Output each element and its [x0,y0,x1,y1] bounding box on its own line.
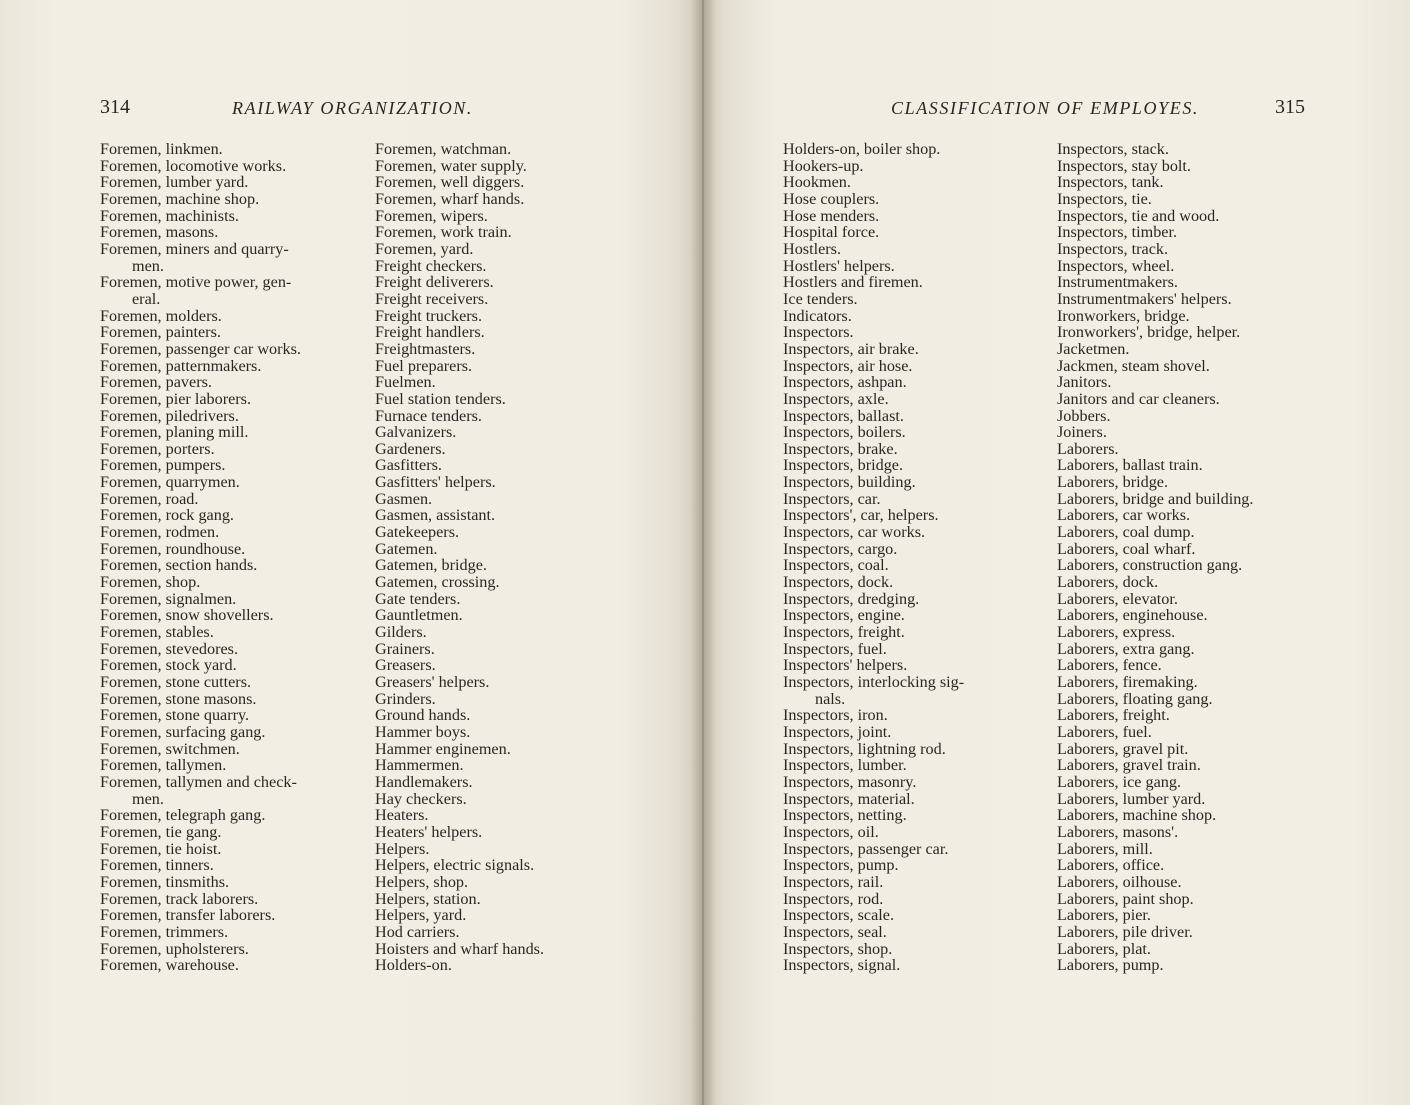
list-item: Laborers, masons'. [1057,822,1179,841]
list-item: Indicators. [783,306,852,325]
list-item: Inspectors, netting. [783,806,907,825]
entry-column-4 [1057,141,1317,974]
list-item: Inspectors, air brake. [783,339,919,358]
list-item: Inspectors' helpers. [783,656,908,675]
list-item: Inspectors, building. [783,473,916,492]
list-item: Galvanizers. [375,423,457,442]
list-item: Laborers, elevator. [1057,589,1178,608]
list-item: Foremen, road. [100,489,199,508]
list-item: Laborers, fuel. [1057,722,1152,741]
list-item: Foremen, stone cutters. [100,673,252,691]
list-item: Laborers, freight. [1057,706,1170,725]
list-item: Foremen, painters. [100,323,221,342]
list-item: Inspectors, freight. [783,623,905,642]
list-item: Inspectors, signal. [783,956,901,975]
list-item: Foremen, switchmen. [100,739,240,758]
list-item: Holders-on, boiler shop. [783,140,941,158]
list-item: Gatemen, crossing. [375,573,500,592]
list-item: Foremen, snow shovellers. [100,606,274,625]
list-item: Laborers, gravel train. [1057,756,1201,775]
list-item: Foremen, miners and quarry- [100,239,289,258]
list-item: Inspectors, tie and wood. [1057,206,1220,225]
list-item: Gasmen. [375,489,433,508]
list-item: Helpers, electric signals. [375,856,535,875]
list-item: Jackmen, steam shovel. [1057,356,1210,375]
list-item: Inspectors, car works. [783,523,926,542]
list-item: eral. [132,289,161,308]
list-item: Joiners. [1057,423,1107,442]
list-item: Fuel preparers. [375,356,473,375]
list-item: Helpers. [375,839,430,858]
list-item: Foremen, signalmen. [100,589,237,608]
list-item: Laborers, coal dump. [1057,523,1195,542]
list-item: Laborers, pier. [1057,906,1151,925]
left-page [0,0,703,1105]
list-item: Foremen, watchman. [375,140,512,158]
list-item: Inspectors, lumber. [783,756,907,775]
list-item: Inspectors, boilers. [783,423,906,442]
list-item: Laborers, floating gang. [1057,689,1213,708]
list-item: Gatemen, bridge. [375,556,487,575]
list-item: Ground hands. [375,706,471,725]
list-item: Inspectors, rod. [783,889,884,908]
list-item: Freight handlers. [375,323,485,342]
list-item: Furnace tenders. [375,406,482,425]
list-item: Foremen, planing mill. [100,423,249,442]
list-item: Foremen, upholsterers. [100,939,249,958]
list-item: Fuel station tenders. [375,389,506,408]
list-item: Foremen, masons. [100,223,219,242]
list-item: Foremen, telegraph gang. [100,806,266,825]
list-item: Inspectors, pump. [783,856,899,875]
list-item: Laborers, coal wharf. [1057,539,1196,558]
list-item: Laborers, paint shop. [1057,889,1194,908]
list-item: Foremen, pumpers. [100,456,226,475]
list-item: Laborers, enginehouse. [1057,606,1208,625]
list-item: Helpers, station. [375,889,481,908]
list-item: Gatemen. [375,539,438,558]
list-item: Inspectors, air hose. [783,356,913,375]
list-item: Hose menders. [783,206,880,225]
list-item: Hospital force. [783,223,880,242]
list-item: Ironworkers', bridge, helper. [1057,323,1241,342]
list-item: Hoisters and wharf hands. [375,939,545,958]
list-item: Inspectors, ballast. [783,406,904,425]
list-item: Inspectors, oil. [783,822,879,841]
list-item: Foremen, lumber yard. [100,173,249,192]
list-item: Foremen, wipers. [375,206,488,225]
list-item: Foremen, trimmers. [100,922,229,941]
list-item: Freight deliverers. [375,273,494,292]
list-item: Inspectors, stay bolt. [1057,156,1191,175]
list-item: Inspectors', car, helpers. [783,506,939,525]
list-item: Hostlers' helpers. [783,256,895,275]
entry-column-1 [100,141,360,974]
list-item: Gatekeepers. [375,523,460,542]
list-item: Inspectors, tank. [1057,173,1164,192]
list-item: Heaters' helpers. [375,822,483,841]
list-item: men. [132,789,164,808]
list-item: Hammermen. [375,756,464,775]
list-item: Hookmen. [783,173,851,192]
list-item: Inspectors, brake. [783,439,898,458]
list-item: Inspectors, lightning rod. [783,739,946,758]
list-item: Laborers, firemaking. [1057,673,1198,691]
list-item: Hostlers. [783,239,841,258]
list-item: Inspectors, passenger car. [783,839,949,858]
book-gutter [690,0,716,1105]
list-item: Laborers, fence. [1057,656,1162,675]
list-item: Jobbers. [1057,406,1111,425]
list-item: Instrumentmakers. [1057,273,1178,292]
list-item: Laborers, pile driver. [1057,922,1193,941]
list-item: Foremen, work train. [375,223,512,242]
list-item: Foremen, patternmakers. [100,356,262,375]
list-item: Foremen, porters. [100,439,215,458]
list-item: Foremen, passenger car works. [100,339,301,358]
list-item: Foremen, wharf hands. [375,189,525,208]
list-item: Foremen, stock yard. [100,656,237,675]
list-item: Inspectors, stack. [1057,140,1169,158]
page-number-right: 315 [1275,96,1305,118]
list-item: Foremen, pavers. [100,373,212,392]
list-item: Foremen, water supply. [375,156,527,175]
list-item: Laborers, dock. [1057,573,1159,592]
list-item: Foremen, surfacing gang. [100,722,266,741]
list-item: Inspectors, fuel. [783,639,887,658]
list-item: Laborers, construction gang. [1057,556,1243,575]
list-item: Foremen, warehouse. [100,956,239,975]
page-number-left: 314 [100,96,130,118]
list-item: Inspectors. [783,323,854,342]
list-item: Helpers, yard. [375,906,467,925]
list-item: Inspectors, bridge. [783,456,904,475]
list-item: Janitors and car cleaners. [1057,389,1220,408]
list-item: Foremen, molders. [100,306,222,325]
list-item: Freight receivers. [375,289,489,308]
list-item: Ice tenders. [783,289,858,308]
list-item: Laborers, plat. [1057,939,1151,958]
list-item: Foremen, tallymen and check- [100,772,297,791]
list-item: Gasfitters. [375,456,442,475]
entry-column-3 [783,141,1038,974]
list-item: Greasers' helpers. [375,673,490,691]
list-item: Grainers. [375,639,435,658]
list-item: Inspectors, material. [783,789,915,808]
list-item: Inspectors, cargo. [783,539,898,558]
list-item: Inspectors, car. [783,489,881,508]
list-item: Laborers, pump. [1057,956,1164,975]
list-item: Inspectors, dredging. [783,589,920,608]
list-item: Gasfitters' helpers. [375,473,496,492]
list-item: Foremen, transfer laborers. [100,906,276,925]
list-item: Gilders. [375,623,427,642]
list-item: Inspectors, timber. [1057,223,1178,242]
list-item: Freightmasters. [375,339,476,358]
list-item: Inspectors, tie. [1057,189,1152,208]
list-item: Foremen, quarrymen. [100,473,240,492]
running-head-right: CLASSIFICATION OF EMPLOYES. [891,98,1200,118]
list-item: Hammer enginemen. [375,739,511,758]
list-item: Inspectors, shop. [783,939,893,958]
list-item: Holders-on. [375,956,452,975]
list-item: Freight checkers. [375,256,487,275]
list-item: Laborers, ballast train. [1057,456,1203,475]
list-item: Laborers, bridge. [1057,473,1169,492]
list-item: Inspectors, masonry. [783,772,917,791]
list-item: Inspectors, scale. [783,906,895,925]
list-item: Foremen, stone masons. [100,689,257,708]
list-item: Laborers, gravel pit. [1057,739,1189,758]
list-item: Heaters. [375,806,429,825]
list-item: Foremen, roundhouse. [100,539,246,558]
list-item: Inspectors, ashpan. [783,373,907,392]
list-item: Foremen, tie hoist. [100,839,222,858]
list-item: Hammer boys. [375,722,471,741]
list-item: Foremen, motive power, gen- [100,273,292,292]
list-item: Inspectors, rail. [783,872,884,891]
list-item: Jacketmen. [1057,339,1130,358]
list-item: Inspectors, dock. [783,573,894,592]
list-item: Laborers, mill. [1057,839,1153,858]
list-item: Inspectors, axle. [783,389,889,408]
list-item: Handlemakers. [375,772,473,791]
list-item: Gauntletmen. [375,606,463,625]
list-item: Hostlers and firemen. [783,273,923,292]
list-item: Gardeners. [375,439,446,458]
list-item: Laborers. [1057,439,1119,458]
list-item: Janitors. [1057,373,1112,392]
list-item: Foremen, piledrivers. [100,406,239,425]
list-item: Foremen, locomotive works. [100,156,287,175]
list-item: Laborers, machine shop. [1057,806,1217,825]
list-item: Inspectors, wheel. [1057,256,1175,275]
list-item: Freight truckers. [375,306,482,325]
list-item: Hose couplers. [783,189,880,208]
list-item: Foremen, tinners. [100,856,214,875]
list-item: Laborers, bridge and building. [1057,489,1254,508]
list-item: Foremen, stables. [100,623,214,642]
list-item: Foremen, tallymen. [100,756,227,775]
list-item: nals. [815,689,846,708]
list-item: Inspectors, track. [1057,239,1169,258]
list-item: Foremen, machine shop. [100,189,260,208]
list-item: Inspectors, engine. [783,606,905,625]
list-item: Laborers, lumber yard. [1057,789,1206,808]
list-item: Laborers, express. [1057,623,1176,642]
list-item: Foremen, shop. [100,573,201,592]
list-item: Instrumentmakers' helpers. [1057,289,1232,308]
list-item: Helpers, shop. [375,872,469,891]
list-item: Foremen, yard. [375,239,474,258]
list-item: Inspectors, coal. [783,556,889,575]
entry-column-2 [375,141,625,974]
list-item: Inspectors, joint. [783,722,892,741]
list-item: Grinders. [375,689,436,708]
list-item: Hay checkers. [375,789,467,808]
list-item: Greasers. [375,656,436,675]
list-item: Fuelmen. [375,373,436,392]
list-item: Foremen, tie gang. [100,822,222,841]
list-item: Inspectors, seal. [783,922,887,941]
list-item: Foremen, stone quarry. [100,706,250,725]
list-item: Foremen, stevedores. [100,639,239,658]
list-item: Laborers, extra gang. [1057,639,1195,658]
list-item: Hod carriers. [375,922,460,941]
list-item: Laborers, oilhouse. [1057,872,1182,891]
list-item: Ironworkers, bridge. [1057,306,1190,325]
running-head-left: RAILWAY ORGANIZATION. [232,98,474,118]
list-item: Gate tenders. [375,589,461,608]
list-item: Hookers-up. [783,156,864,175]
list-item: Foremen, tinsmiths. [100,872,230,891]
list-item: Laborers, car works. [1057,506,1191,525]
list-item: Foremen, pier laborers. [100,389,252,408]
list-item: Foremen, linkmen. [100,140,223,158]
list-item: men. [132,256,164,275]
list-item: Gasmen, assistant. [375,506,496,525]
list-item: Laborers, office. [1057,856,1165,875]
list-item: Inspectors, interlocking sig- [783,673,965,691]
list-item: Inspectors, iron. [783,706,888,725]
list-item: Foremen, track laborers. [100,889,259,908]
list-item: Foremen, well diggers. [375,173,525,192]
list-item: Foremen, machinists. [100,206,239,225]
list-item: Foremen, rock gang. [100,506,234,525]
list-item: Foremen, rodmen. [100,523,220,542]
list-item: Laborers, ice gang. [1057,772,1182,791]
list-item: Foremen, section hands. [100,556,258,575]
